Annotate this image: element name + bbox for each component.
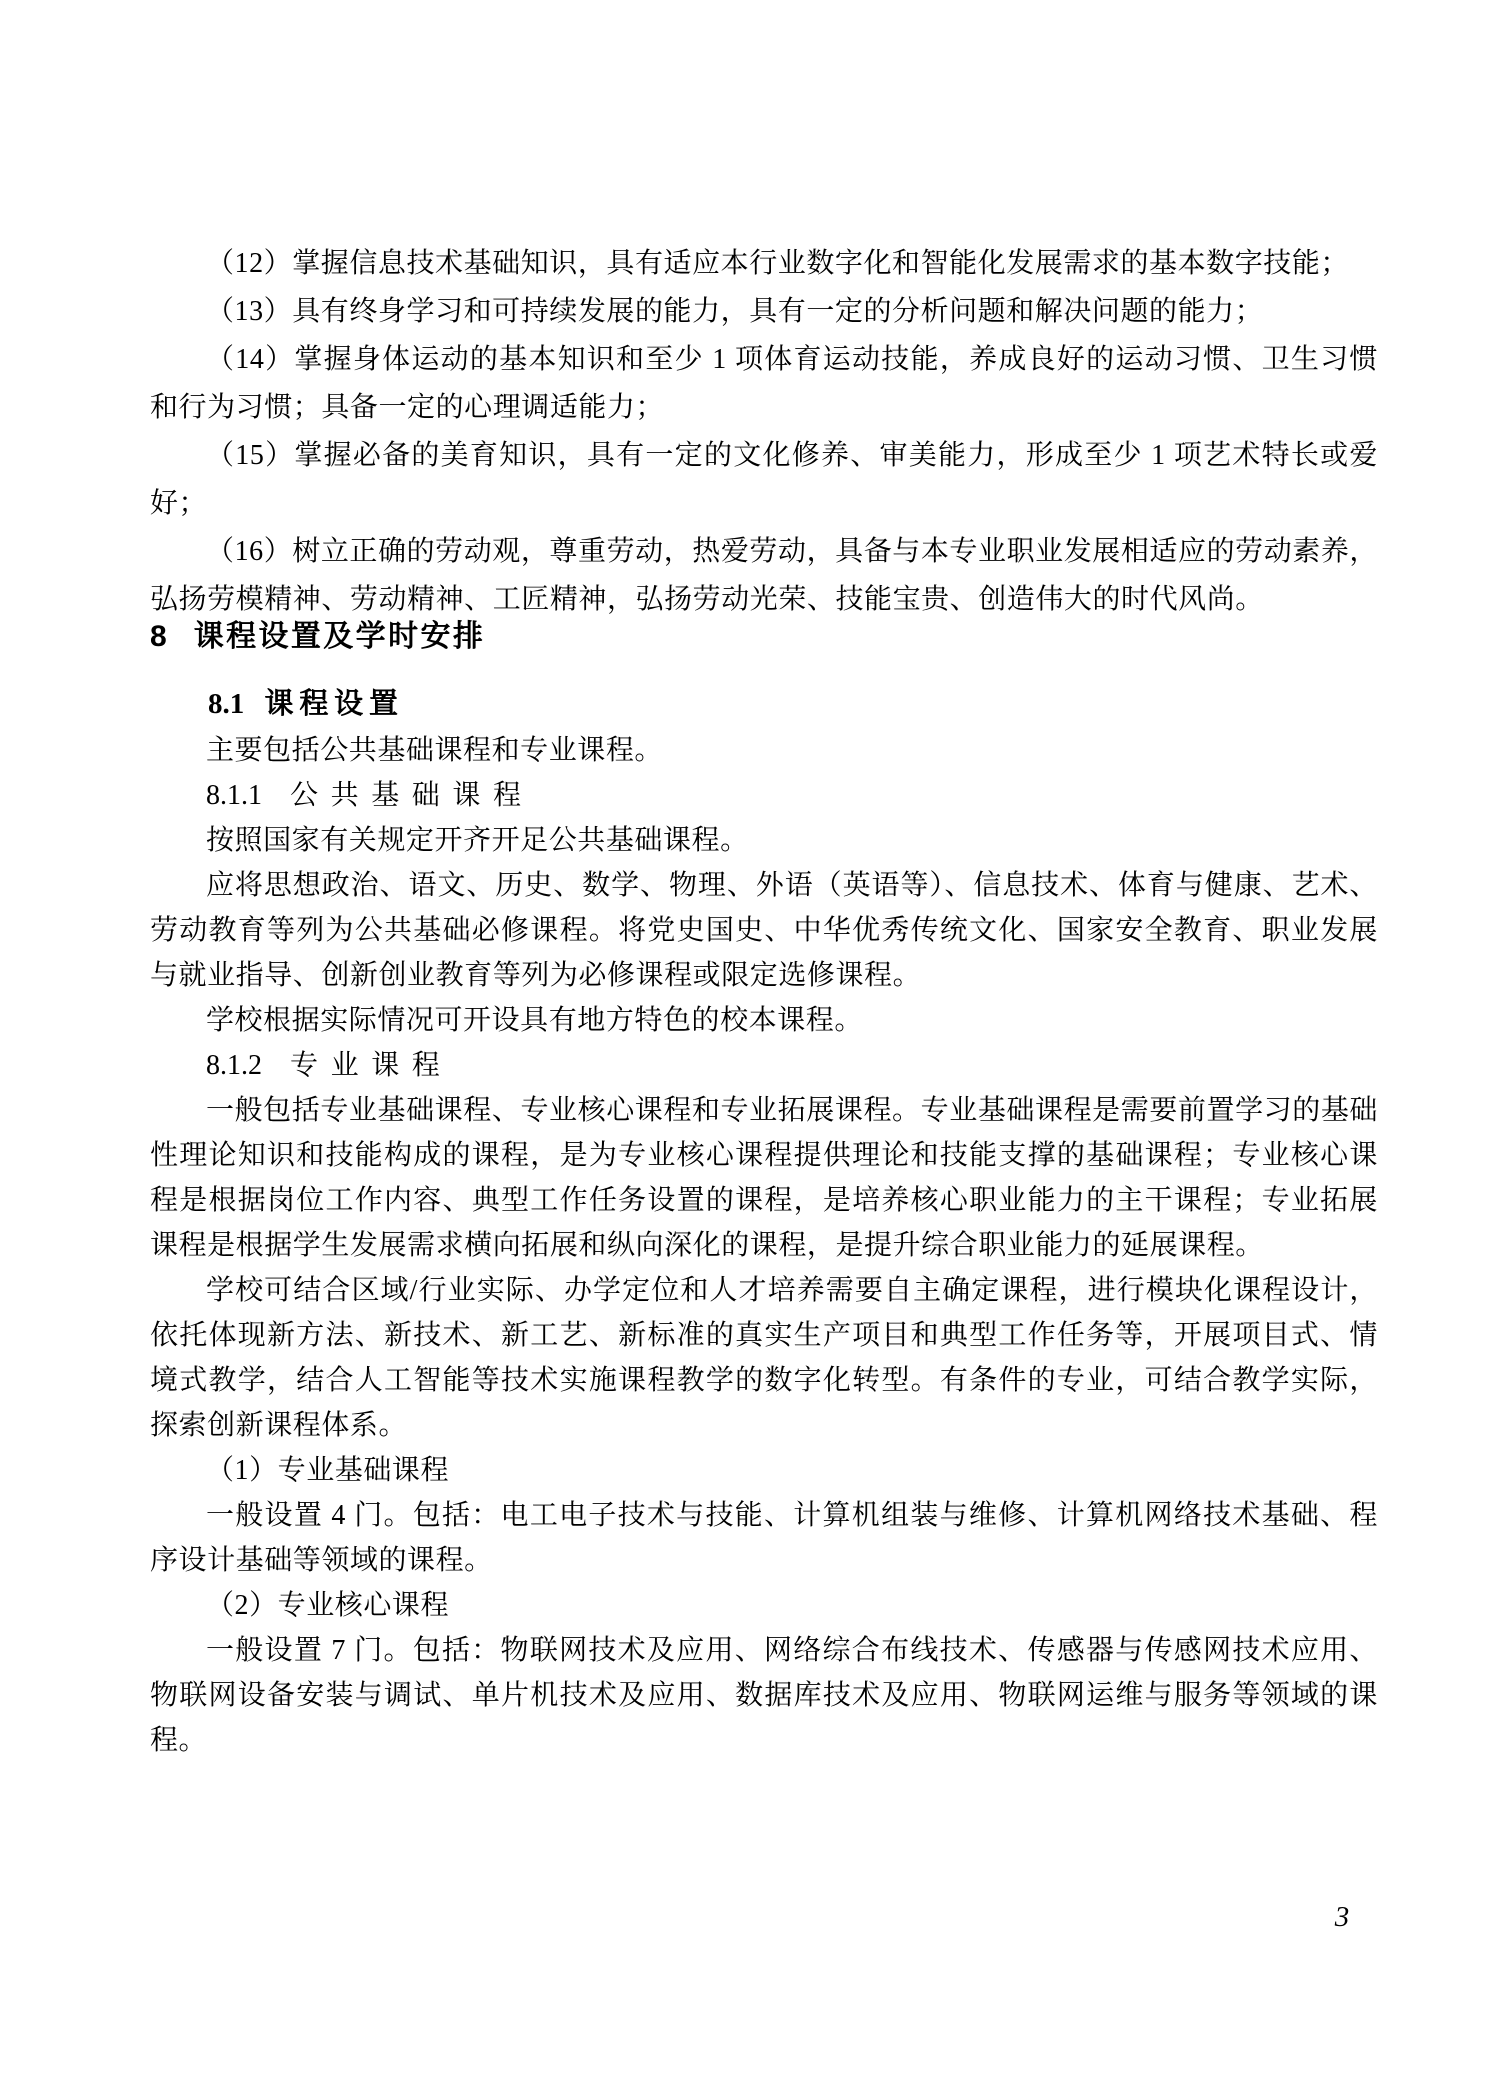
intro-list-section (150, 240, 1378, 624)
subsection-title: 公共基础课程 (290, 780, 534, 811)
section-body (150, 728, 1378, 1763)
section-title: 课程设置 (264, 688, 404, 720)
intro-item-15: （15）掌握必备的美育知识，具有一定的文化修养、审美能力，形成至少 1 项艺术特长或爱好； (150, 440, 1378, 519)
paragraph-public-courses-2: 应将思想政治、语文、历史、数学、物理、外语（英语等）、信息技术、体育与健康、艺术、劳动教育等列为公共基础必修课程。将党史国史、中华优秀传统文化、国家安全教育、职业发展与就业指导、创新创业教育等列为必修课程或限定选修课程。 (150, 870, 1378, 991)
intro-item-12: （12）掌握信息技术基础知识，具有适应本行业数字化和智能化发展需求的基本数字技能； (206, 248, 1349, 279)
intro-item-13: （13）具有终身学习和可持续发展的能力，具有一定的分析问题和解决问题的能力； (206, 296, 1264, 327)
subsection-heading-8-1-1 (150, 773, 1378, 818)
paragraph-basic-courses: 一般设置 4 门。包括：电工电子技术与技能、计算机组装与维修、计算机网络技术基础、程序设计基础等领域的课程。 (150, 1500, 1378, 1576)
paragraph-8-1-intro: 主要包括公共基础课程和专业课程。 (206, 735, 663, 766)
paragraph-public-courses-3: 学校根据实际情况可开设具有地方特色的校本课程。 (206, 1005, 863, 1036)
section-heading-8-1 (150, 680, 1378, 728)
list-label-basic-courses: （1）专业基础课程 (206, 1455, 450, 1486)
page-number: 3 (1334, 1901, 1350, 1933)
intro-item-14: （14）掌握身体运动的基本知识和至少 1 项体育运动技能，养成良好的运动习惯、卫生习惯和行为习惯；具备一定的心理调适能力； (150, 344, 1378, 423)
subsection-title: 专业课程 (290, 1050, 453, 1081)
subsection-number: 8.1.2 (206, 1050, 262, 1081)
chapter-title: 课程设置及学时安排 (193, 620, 486, 653)
paragraph-professional-courses-1: 一般包括专业基础课程、专业核心课程和专业拓展课程。专业基础课程是需要前置学习的基础性理论知识和技能构成的课程，是为专业核心课程提供理论和技能支撑的基础课程；专业核心课程是根据岗位工作内容、典型工作任务设置的课程，是培养核心职业能力的主干课程；专业拓展课程是根据学生发展需求横向拓展和纵向深化的课程，是提升综合职业能力的延展课程。 (150, 1095, 1378, 1261)
document-content (150, 240, 1378, 1763)
chapter-number: 8 (150, 620, 167, 653)
subsection-heading-8-1-2 (150, 1043, 1378, 1088)
list-label-core-courses: （2）专业核心课程 (206, 1590, 450, 1621)
subsection-number: 8.1.1 (206, 780, 262, 811)
paragraph-public-courses-1: 按照国家有关规定开齐开足公共基础课程。 (206, 825, 749, 856)
section-number: 8.1 (208, 688, 245, 720)
intro-item-16: （16）树立正确的劳动观，尊重劳动，热爱劳动，具备与本专业职业发展相适应的劳动素养，弘扬劳模精神、劳动精神、工匠精神，弘扬劳动光荣、技能宝贵、创造伟大的时代风尚。 (150, 536, 1378, 615)
paragraph-core-courses: 一般设置 7 门。包括：物联网技术及应用、网络综合布线技术、传感器与传感网技术应用、物联网设备安装与调试、单片机技术及应用、数据库技术及应用、物联网运维与服务等领域的课程。 (150, 1635, 1378, 1756)
paragraph-professional-courses-2: 学校可结合区域/行业实际、办学定位和人才培养需要自主确定课程，进行模块化课程设计，依托体现新方法、新技术、新工艺、新标准的真实生产项目和典型工作任务等，开展项目式、情境式教学，结合人工智能等技术实施课程教学的数字化转型。有条件的专业，可结合教学实际，探索创新课程体系。 (150, 1275, 1378, 1441)
